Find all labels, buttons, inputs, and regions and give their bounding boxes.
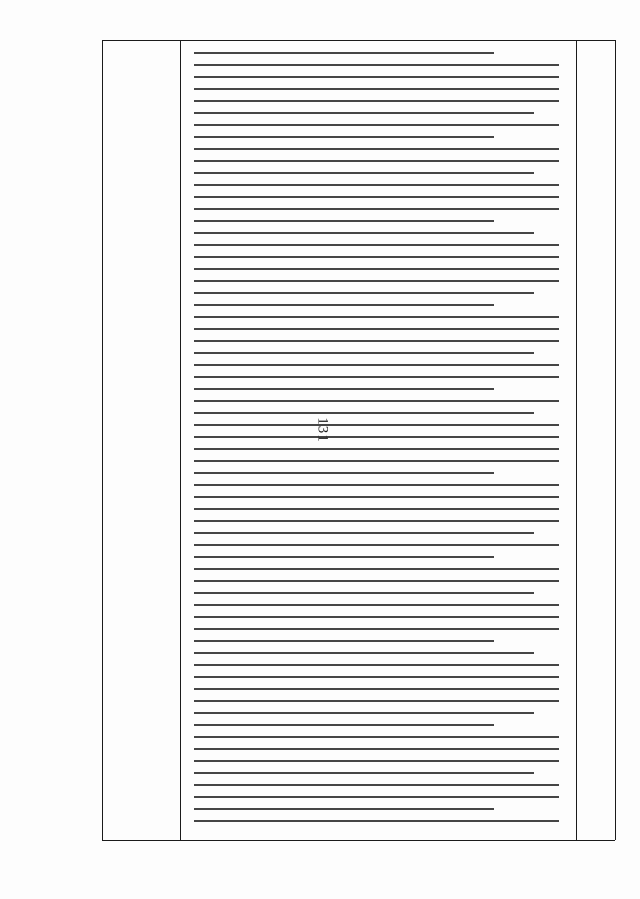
text-line	[194, 760, 559, 762]
text-line	[194, 316, 559, 318]
text-line	[194, 676, 559, 678]
text-line	[194, 544, 559, 546]
text-line	[194, 508, 559, 510]
table-border-right	[615, 40, 616, 840]
text-line	[194, 196, 559, 198]
text-line	[194, 724, 494, 726]
text-line	[194, 604, 559, 606]
text-line	[194, 484, 559, 486]
text-line	[194, 820, 559, 822]
text-line	[194, 424, 559, 426]
text-line	[194, 256, 559, 258]
text-line	[194, 244, 559, 246]
text-line	[194, 796, 559, 798]
text-line	[194, 652, 534, 654]
text-line	[194, 640, 494, 642]
text-line	[194, 496, 559, 498]
text-line	[194, 688, 559, 690]
text-line	[194, 784, 559, 786]
text-line	[194, 616, 559, 618]
page-number: 131	[314, 417, 331, 443]
table-border-bottom	[102, 840, 615, 841]
text-line	[194, 460, 559, 462]
text-line	[194, 556, 494, 558]
text-line	[194, 340, 559, 342]
text-line	[194, 400, 559, 402]
table-border-left	[102, 40, 103, 840]
text-line	[194, 292, 534, 294]
text-line	[194, 448, 559, 450]
text-line	[194, 172, 534, 174]
text-line	[194, 100, 559, 102]
text-line	[194, 412, 534, 414]
table-divider-2	[576, 40, 577, 840]
text-line	[194, 148, 559, 150]
text-line	[194, 220, 494, 222]
text-line	[194, 376, 559, 378]
text-line	[194, 436, 559, 438]
text-line	[194, 568, 559, 570]
text-line	[194, 712, 534, 714]
text-line	[194, 352, 534, 354]
table-border-top	[102, 40, 615, 41]
text-line	[194, 208, 559, 210]
text-line	[194, 592, 534, 594]
text-line	[194, 112, 534, 114]
text-line	[194, 364, 559, 366]
text-line	[194, 124, 559, 126]
text-line	[194, 328, 559, 330]
text-line	[194, 472, 494, 474]
rotated-table	[102, 40, 615, 840]
text-line	[194, 772, 534, 774]
text-line	[194, 748, 559, 750]
text-line	[194, 532, 534, 534]
text-line	[194, 304, 494, 306]
text-line	[194, 76, 559, 78]
text-line	[194, 520, 559, 522]
text-line	[194, 64, 559, 66]
text-line	[194, 184, 559, 186]
text-line	[194, 736, 559, 738]
text-line	[194, 160, 559, 162]
text-line	[194, 388, 494, 390]
text-line	[194, 628, 559, 630]
text-line	[194, 88, 559, 90]
text-line	[194, 52, 494, 54]
text-line	[194, 136, 494, 138]
text-line	[194, 664, 559, 666]
table-divider-1	[180, 40, 181, 840]
text-line	[194, 232, 534, 234]
text-line	[194, 808, 494, 810]
text-line	[194, 280, 559, 282]
text-line	[194, 268, 559, 270]
text-line	[194, 700, 559, 702]
text-line	[194, 580, 559, 582]
